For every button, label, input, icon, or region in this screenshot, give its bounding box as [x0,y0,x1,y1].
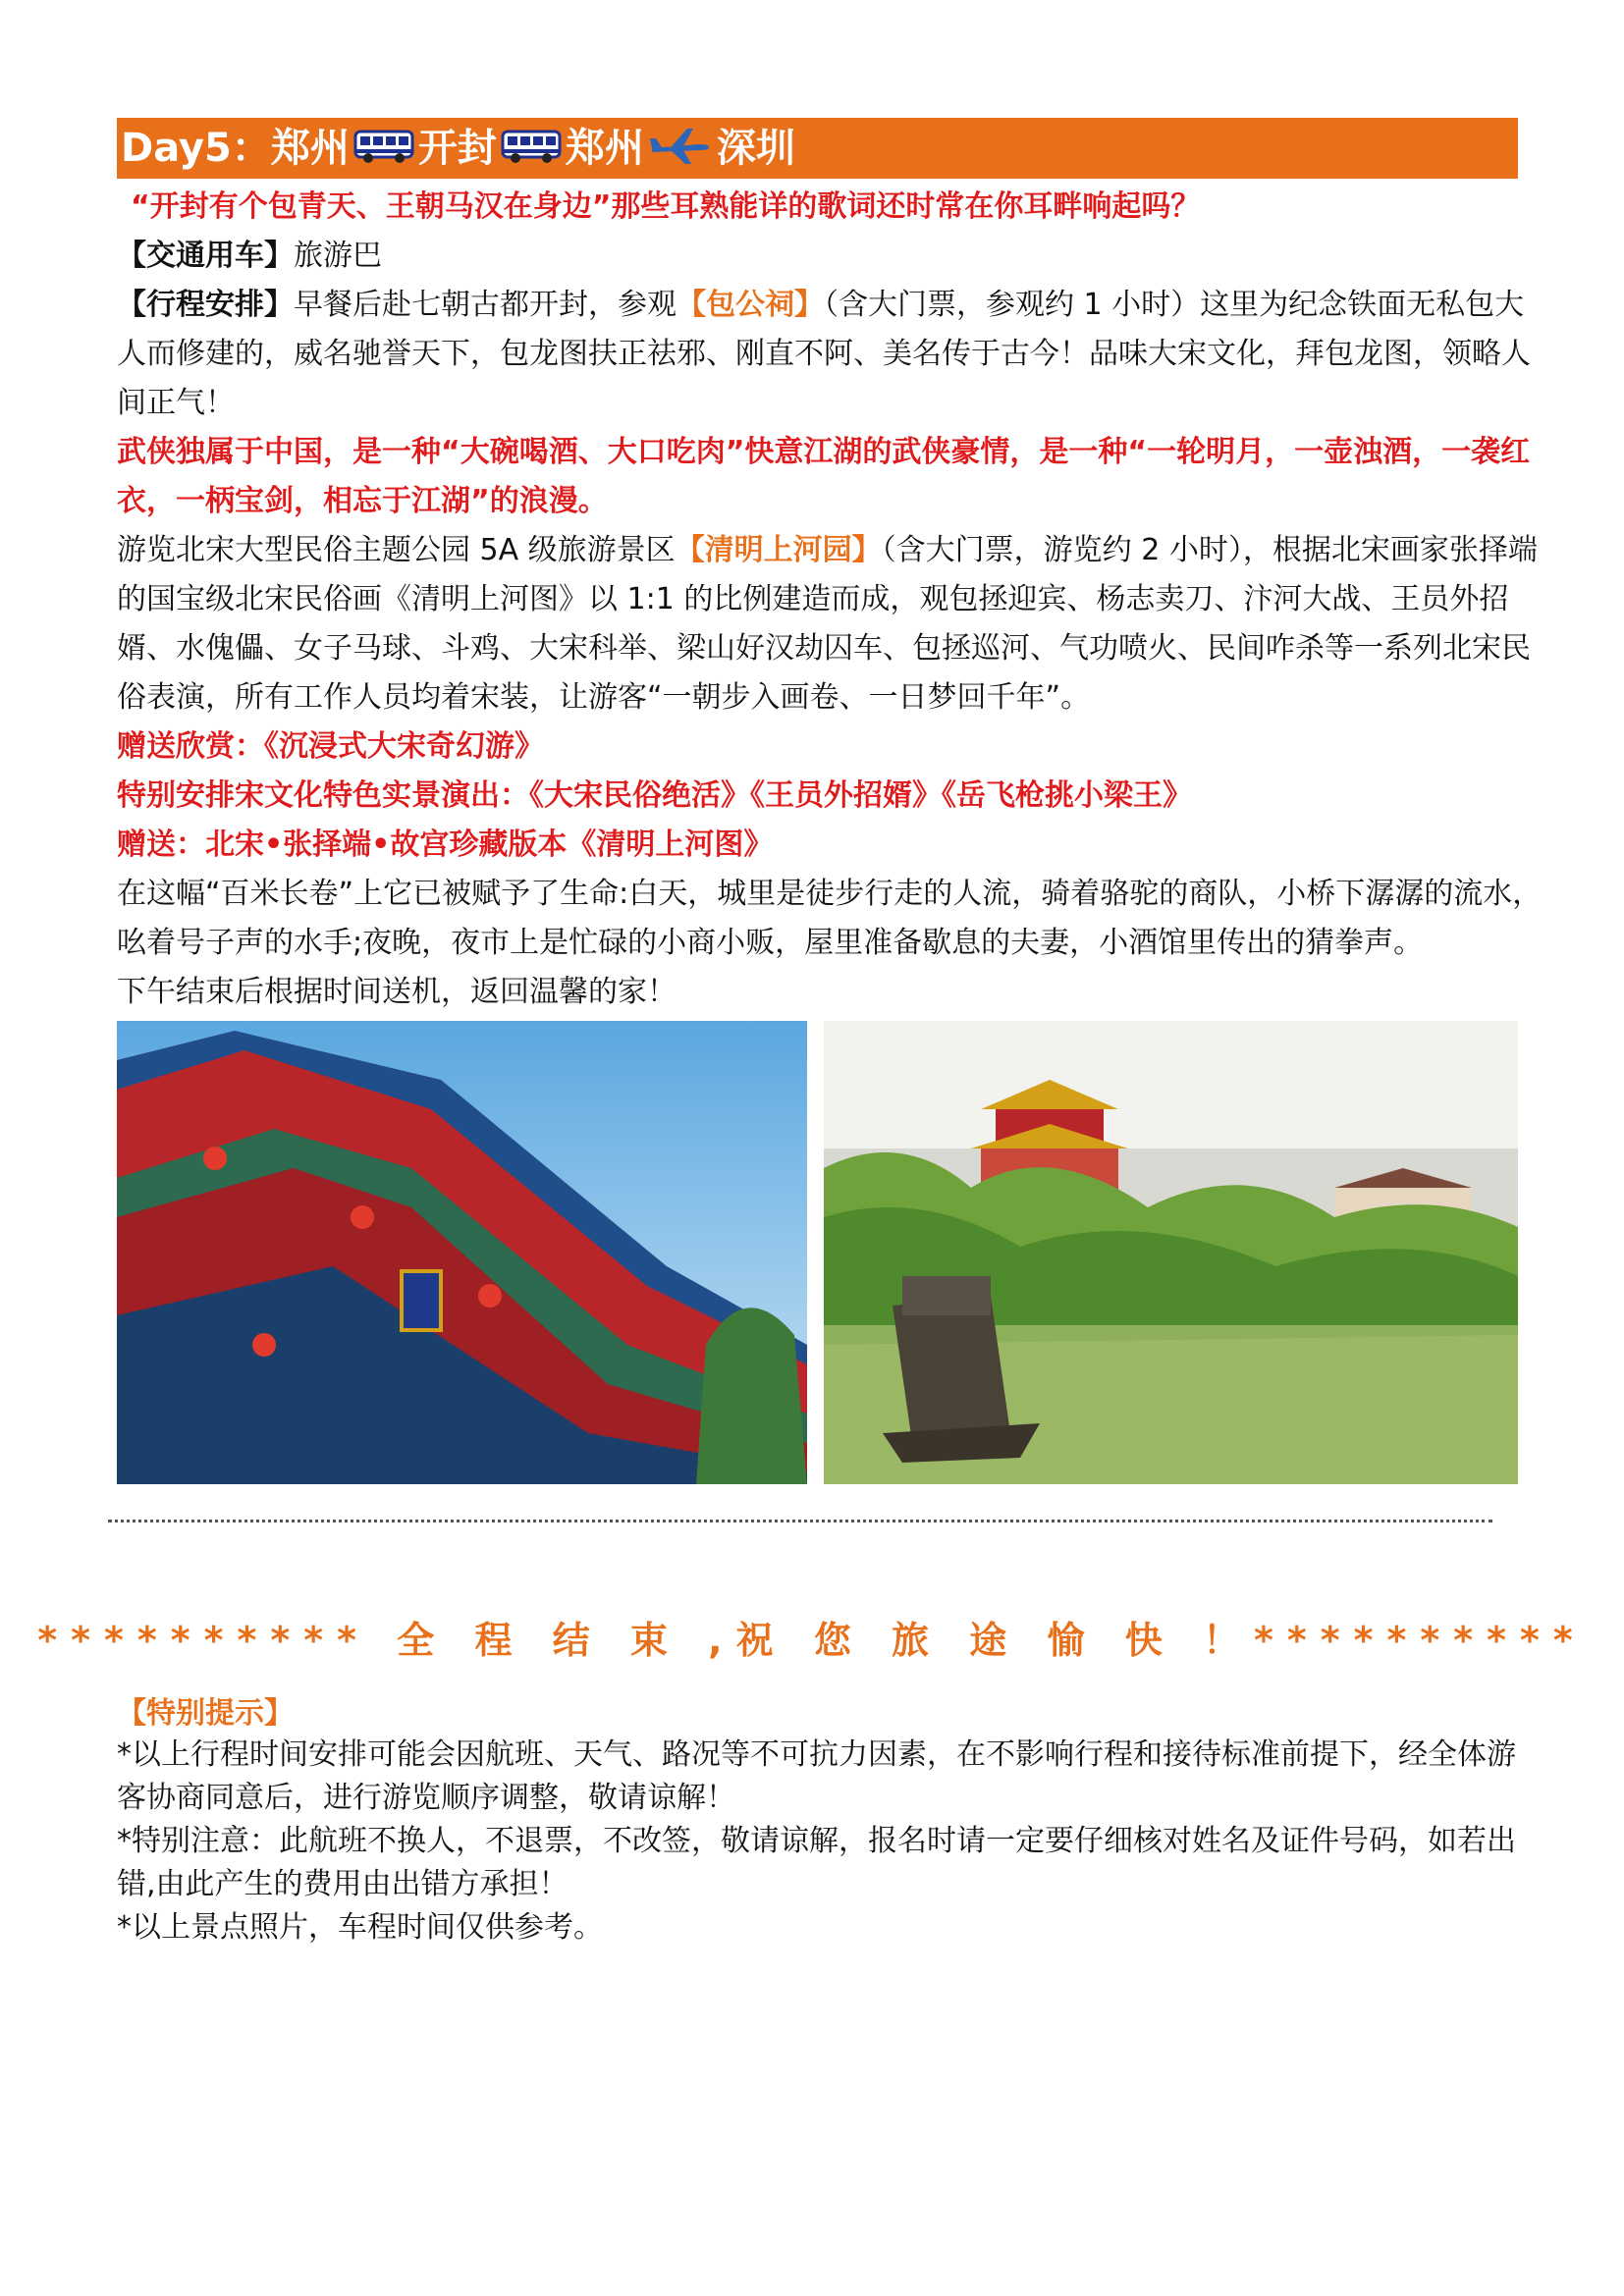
intro-line: “开封有个包青天、王朝马汉在身边”那些耳熟能详的歌词还时常在你耳畔响起吗？ [131,189,1201,224]
transport-value: 旅游巴 [294,239,382,273]
gift-line-1: 赠送欣赏：《沉浸式大宋奇幻游》 [117,729,544,764]
schedule-text-1: 早餐后赴七朝古都开封，参观 [294,288,677,322]
tip-item: *特别注意：此航班不换人，不退票，不改签，敬请谅解，报名时请一定要仔细核对姓名及证件号码，如若出错,由此产生的费用由出错方承担！ [117,1824,1516,1901]
wuxia-paragraph: 武侠独属于中国，是一种“大碗喝酒、大口吃肉”快意江湖的武侠豪情，是一种“一轮明月，一壶浊酒，一袭红衣，一柄宝剑，相忘于江湖”的浪漫。 [117,435,1531,518]
park-text-1: 游览北宋大型民俗主题公园 5A 级旅游景区 [117,533,676,567]
dotted-divider [108,1520,1492,1522]
banner-stop-shenzhen: 深圳 [716,126,795,171]
spot-baogongci: 【包公祠】 [677,288,824,322]
banner-stop-zhengzhou: 郑州 [565,126,644,171]
gift-line-2: 赠送：北宋•张择端•故宫珍藏版本《清明上河图》 [117,828,774,862]
park-paragraph [117,526,1552,722]
show-line: 特别安排宋文化特色实景演出：《大宋民俗绝活》《王员外招婿》《岳飞枪挑小梁王》 [117,778,1192,813]
day-banner [117,118,1518,179]
schedule-text-2: （含大门票，参观约 1 小时）这里为纪念铁面无私包大人而修建的，威名驰誉天下，包龙图扶正祛邪、刚直不阿、美名传于古今！品味大宋文化，拜包龙图，领略人间正气！ [117,288,1531,420]
park-text-2: （含大门票，游览约 2 小时），根据北宋画家张择端的国宝级北宋民俗画《清明上河图》以 1:1 的比例建造而成，观包拯迎宾、杨志卖刀、汴河大战、王员外招婿、水傀儡、女子马球、斗鸡、大宋科举、梁山好汉劫囚车、包拯巡河、气功喷火、民间咋杀等一系列北宋民俗表演，所有工作人员均着宋装，让游客“一朝步入画卷、一日梦回千年”。 [117,533,1538,715]
tips-title: 【特别提示】 [117,1696,294,1731]
spot-qingming-park: 【清明上河园】 [675,533,882,567]
baogongci-photo [117,1021,807,1484]
schedule-label: 【行程安排】 [117,288,294,322]
tip-item: *以上景点照片，车程时间仅供参考。 [117,1910,603,1945]
end-banner: ********** 全 程 结 束 ,祝 您 旅 途 愉 快 ！********** [37,1619,1587,1662]
banner-day: Day5：郑州 [121,126,350,171]
banner-stop-kaifeng: 开封 [417,126,497,171]
return-line: 下午结束后根据时间送机，返回温馨的家！ [117,975,677,1009]
schedule-paragraph [117,281,1552,428]
bus-icon [501,129,562,168]
transport-line [117,232,1552,281]
bus-icon [353,129,414,168]
transport-label: 【交通用车】 [117,239,294,273]
qingming-park-photo [824,1021,1518,1484]
tips-list [117,1734,1541,1949]
airplane-icon [648,127,713,170]
photo-row [117,1021,1518,1484]
tip-item: *以上行程时间安排可能会因航班、天气、路况等不可抗力因素，在不影响行程和接待标准前提下，经全体游客协商同意后，进行游览顺序调整，敬请谅解！ [117,1737,1516,1815]
scroll-description: 在这幅“百米长卷”上它已被赋予了生命:白天，城里是徒步行走的人流，骑着骆驼的商队，小桥下潺潺的流水，吆着号子声的水手;夜晚，夜市上是忙碌的小商小贩，屋里准备歇息的夫妻，小酒馆里传出的猜拳声。 [117,877,1543,960]
day-content [117,183,1552,1017]
